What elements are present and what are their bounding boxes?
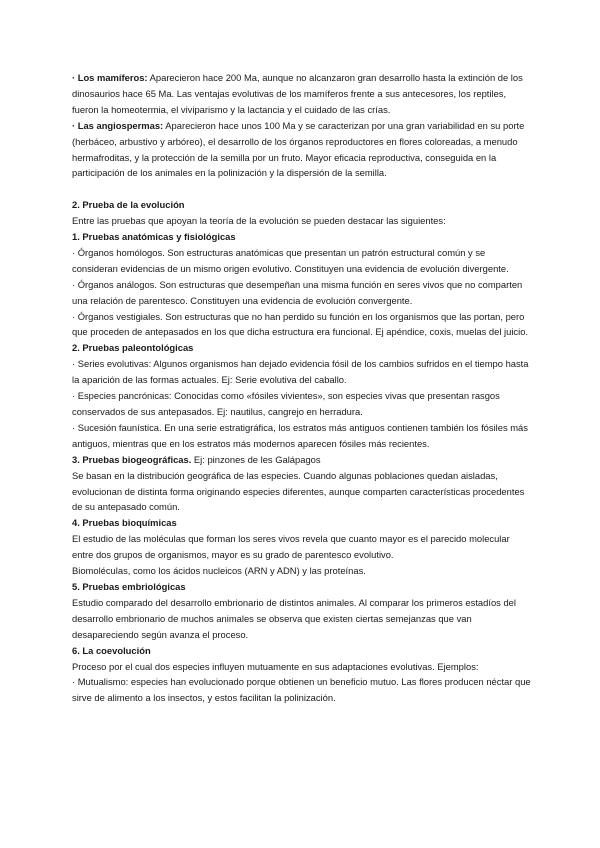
paragraph-coevolucion: Proceso por el cual dos especies influyen mutuamente en sus adaptaciones evolutivas. Ejemplos:: [72, 660, 479, 672]
subheading-anatomicas: 1. Pruebas anatómicas y fisiológicas: [72, 231, 236, 243]
document-page: [72, 70, 532, 706]
subheading-biogeograficas: 3. Pruebas biogeográficas. Ej: pinzones de les Galápagos: [72, 453, 321, 465]
paragraph-biogeograficas: Se basan en la distribución geográfica de las especies. Cuando algunas poblaciones quedan aisladas, evolucionan de distinta forma originando especies diferentes, aunque comparten características procedentes de su antepasado común.: [72, 469, 525, 513]
list-item: · Órganos análogos. Son estructuras que desempeñan una misma función en seres vivos que no comparten una relación de parentesco. Constituyen una evidencia de evolución convergente.: [72, 278, 523, 306]
paragraph-embriologicas: Estudio comparado del desarrollo embrionario de distintos animales. Al comparar los primeros estadíos del desarrollo embrionario de muchos animales se observa que existen ciertas semejanzas que van desapareciendo según avanza el proceso.: [72, 596, 516, 640]
list-item: · Series evolutivas: Algunos organismos han dejado evidencia fósil de los cambios sufridos en el tiempo hasta la aparición de las formas actuales. Ej: Serie evolutiva del caballo.: [72, 358, 529, 386]
spacer: [72, 181, 532, 197]
subheading-paleontologicas: 2. Pruebas paleontológicas: [72, 342, 194, 354]
paragraph-mamiferos: [72, 70, 532, 118]
subheading-bioquimicas: 4. Pruebas bioquímicas: [72, 517, 177, 529]
list-item: · Órganos vestigiales. Son estructuras que no han perdido su función en los organismos que las portan, pero que proceden de antepasados en los que dicha estructura era funcional. Ej apéndice, coxis, muelas del juicio.: [72, 310, 529, 338]
section-heading: 2. Prueba de la evolución: [72, 199, 185, 211]
list-item: · Especies pancrónicas: Conocidas como «fósiles vivientes», son especies vivas que presentan rasgos conservados de sus antepasados. Ej: nautilus, cangrejo en herradura.: [72, 390, 500, 418]
term-mamiferos: · Los mamíferos:: [72, 72, 148, 83]
biogeograficas-example: Ej: pinzones de les Galápagos: [191, 453, 321, 465]
term-angiospermas: · Las angiospermas:: [72, 119, 164, 131]
list-item: · Órganos homólogos. Son estructuras anatómicas que presentan un patrón estructural común y se consideran evidencias de un mismo origen evolutivo. Constituyen una evidencia de evolución divergente.: [72, 246, 509, 274]
subheading-coevolucion: 6. La coevolución: [72, 644, 151, 656]
subheading-embriologicas: 5. Pruebas embriológicas: [72, 580, 186, 592]
list-item: · Sucesión faunística. En una serie estratigráfica, los estratos más antiguos contienen también los fósiles más antiguos, mientras que en los estratos más modernos aparecen fósiles más recientes.: [72, 421, 528, 449]
paragraph-bioquimicas: El estudio de las moléculas que forman los seres vivos revela que cuanto mayor es el parecido molecular entre dos grupos de organismos, mayor es su grado de parentesco evolutivo.: [72, 533, 510, 561]
paragraph-biomoleculas: Biomoléculas, como los ácidos nucleicos (ARN y ADN) y las proteínas.: [72, 565, 366, 577]
paragraph-angiospermas: [72, 118, 532, 182]
text-angiospermas: Aparecieron hace unos 100 Ma y se caracterizan por una gran variabilidad en su porte (herbáceo, arbustivo y arbóreo), el desarrollo de los órganos reproductores en flores coloreadas, a menudo hermafroditas, y la protección de la semilla por un fruto. Mayor eficacia reproductiva, conseguida en la participación de los animales en la polinización y la dispersión de la semilla.: [72, 119, 525, 179]
section-intro: Entre las pruebas que apoyan la teoría de la evolución se pueden destacar las siguientes:: [72, 215, 446, 227]
text-mamiferos: Aparecieron hace 200 Ma, aunque no alcanzaron gran desarrollo hasta la extinción de los dinosaurios hace 65 Ma. Las ventajas evolutivas de los mamíferos frente a sus antecesores, los reptiles, fueron la homeotermia, el viviparismo y la lactancia y el cuidado de las crías.: [72, 72, 523, 115]
list-item: · Mutualismo: especies han evolucionado porque obtienen un beneficio mutuo. Las flores producen néctar que sirve de alimento a los insectos, y estos facilitan la polinización.: [72, 676, 531, 704]
